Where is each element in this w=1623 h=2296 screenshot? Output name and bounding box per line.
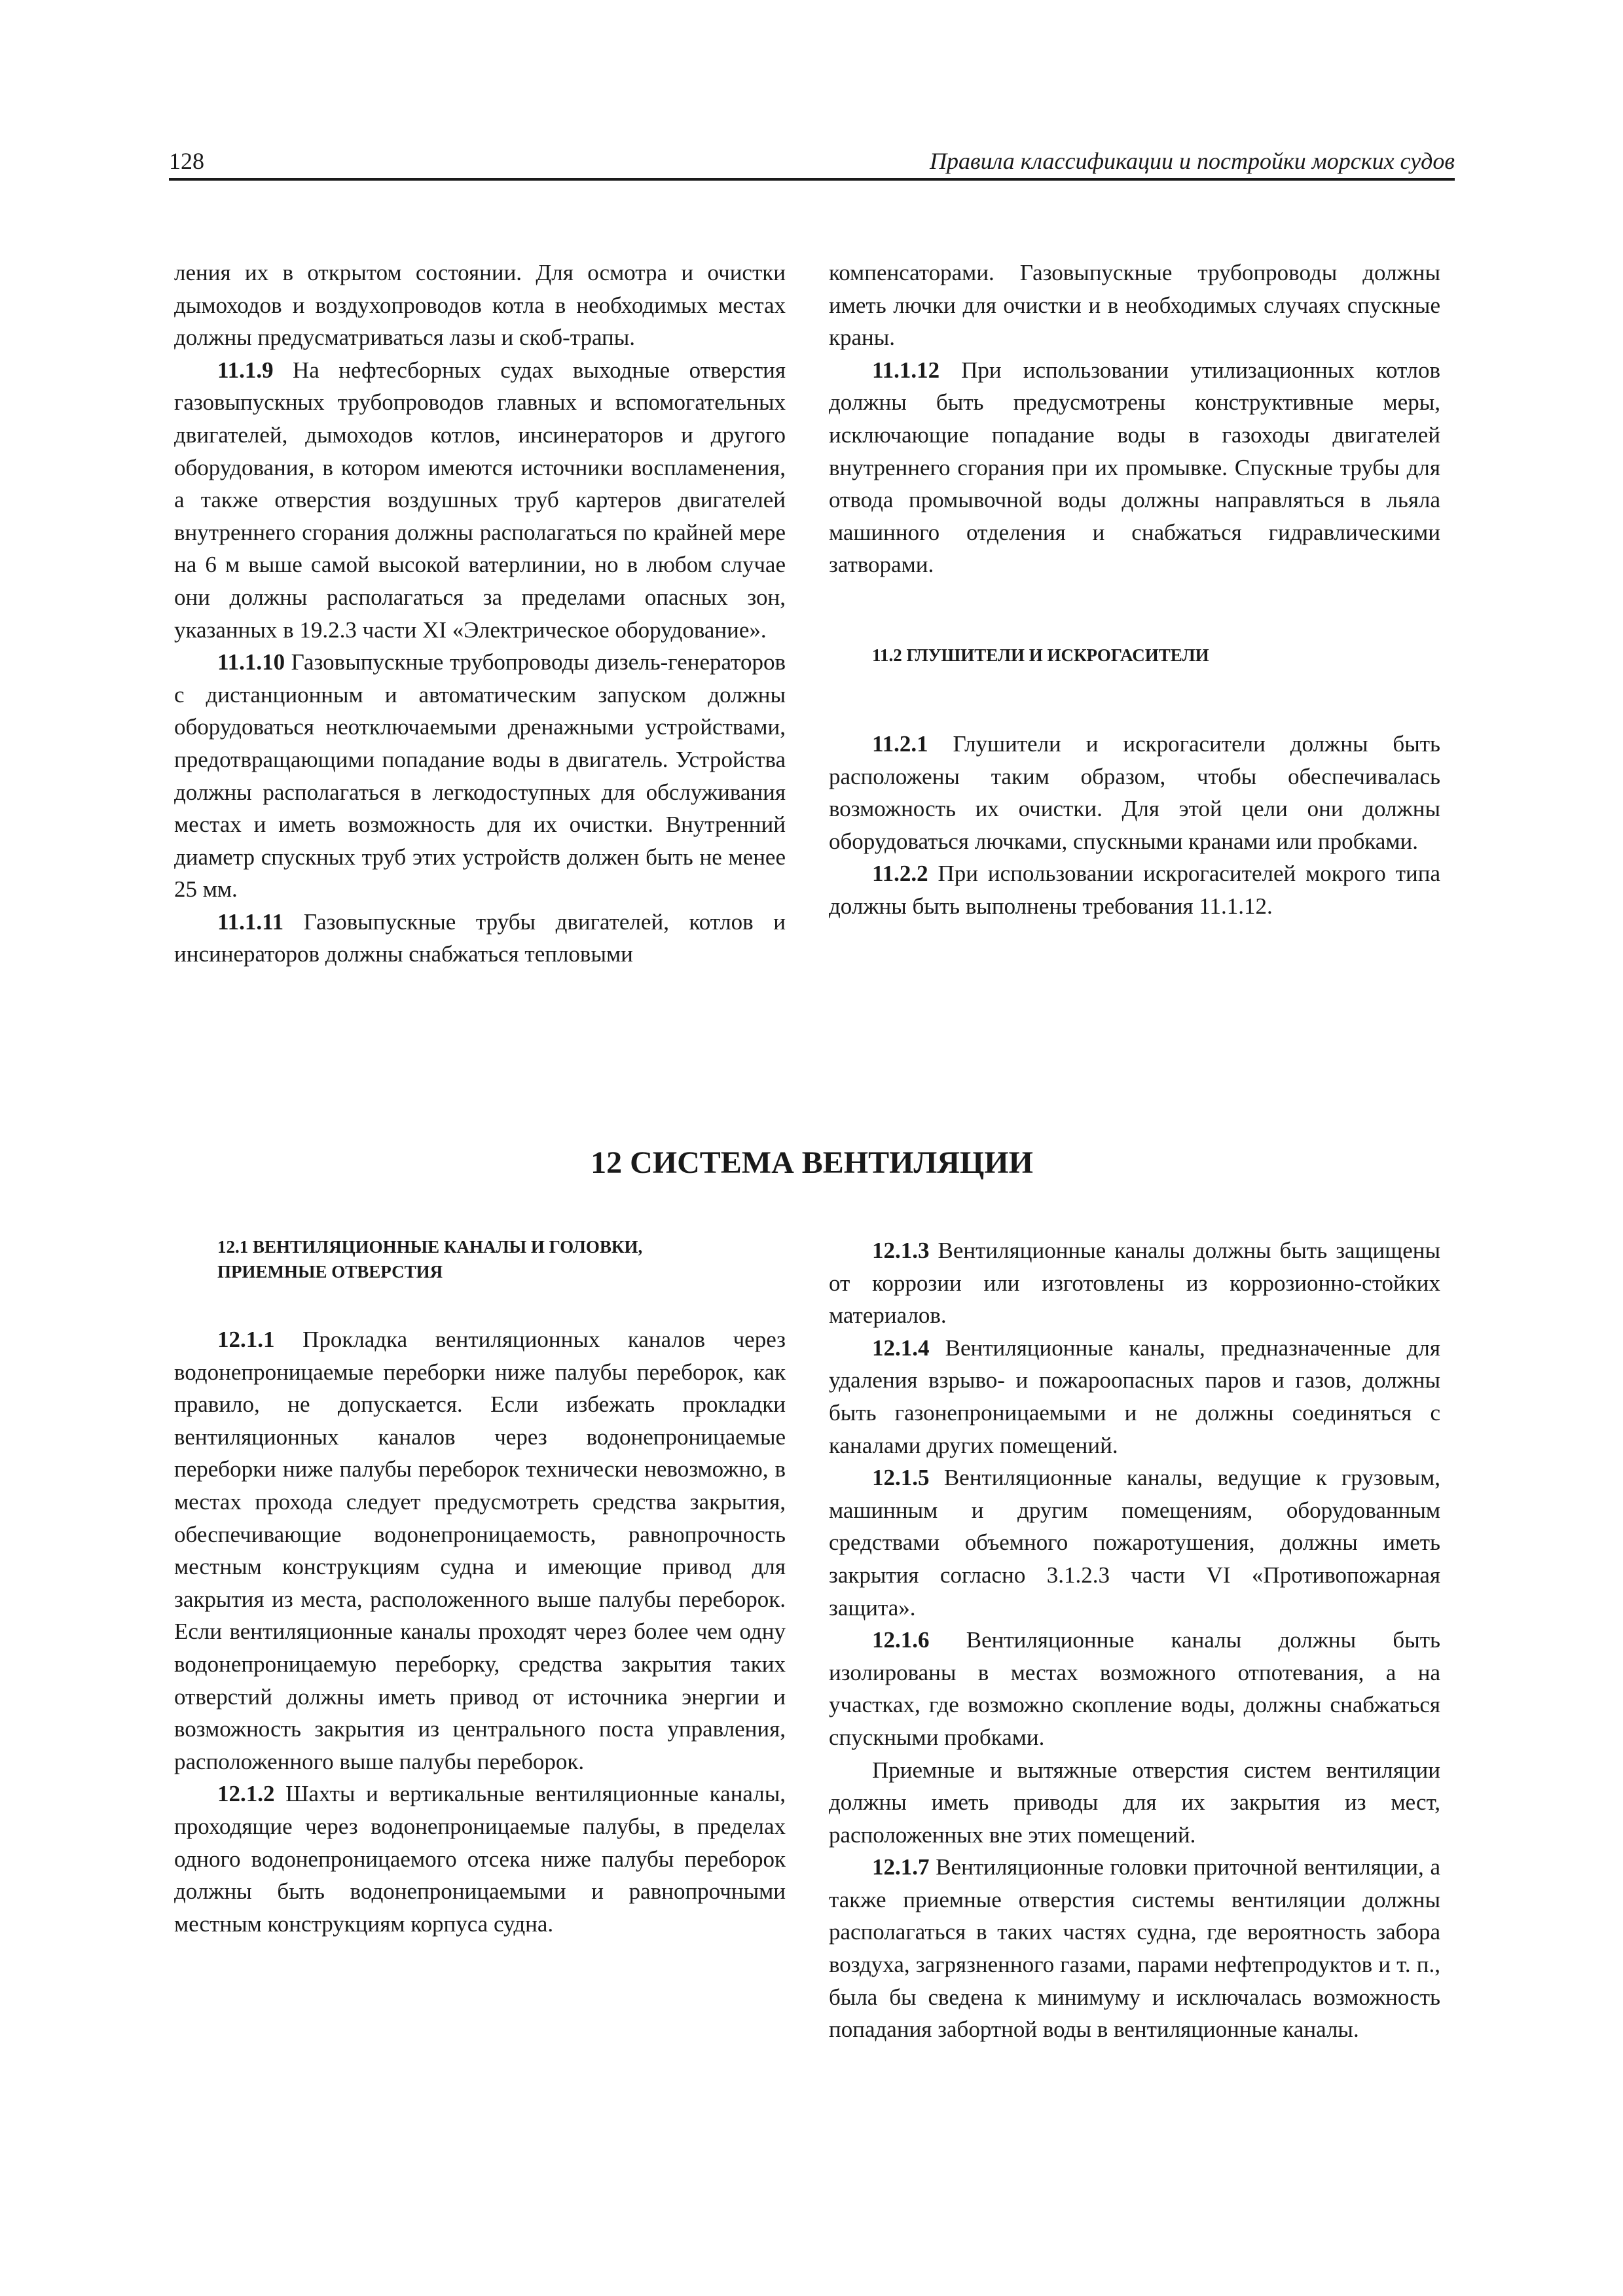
paragraph-11-1-9: 11.1.9 На нефтесборных судах выходные отверстия газовыпускных трубопроводов главных и вспомогательных двигателей, дымоходов котлов, инсинераторов и другого оборудования, в котором имеются источники воспламенения, а также отверстия воздушных труб картеров двигателей внутреннего сгорания должны располагаться по крайней мере на 6 м выше самой высокой ватерлинии, но в любом случае они должны располагаться за пределами опасных зон, указанных в 19.2.3 части XI «Электрическое оборудование». [174,357,786,643]
header-rule [169,178,1455,181]
top-left-column [174,257,786,971]
paragraph-12-1-7: 12.1.7 Вентиляционные головки приточной вентиляции, а также приемные отверстия системы вентиляции должны располагаться в таких частях судна, где вероятность забора воздуха, загрязненного газами, парами нефтепродуктов и т. п., была бы сведена к минимуму и исключалась возможность попадания забортной воды в вентиляционные каналы. [829,1854,1440,2043]
clause-number: 12.1.4 [872,1335,930,1361]
paragraph-11-1-12: 11.1.12 При использовании утилизационных котлов должны быть предусмотрены конструктивные меры, исключающие попадание воды в газоходы двигателей внутреннего сгорания при их промывке. Спускные трубы для отвода промывочной воды должны направляться в льяла машинного отделения и снабжаться гидравлическими затворами. [829,357,1440,578]
running-title: Правила классификации и постройки морских судов [930,148,1455,174]
page-number: 128 [169,148,204,174]
top-right-column [829,257,1440,923]
bottom-right-column [829,1234,1440,2046]
clause-number: 11.1.12 [872,357,940,383]
bottom-left-column [174,1234,786,1940]
section-heading-11-2: 11.2 ГЛУШИТЕЛИ И ИСКРОГАСИТЕЛИ [872,645,1209,665]
paragraph-11-1-10: 11.1.10 Газовыпускные трубопроводы дизель-генераторов с дистанционным и автоматическим запуском должны оборудоваться неотключаемыми дренажными устройствами, предотвращающими попадание воды в двигатель. Устройства должны располагаться в легкодоступных для обслуживания местах и иметь возможность для их очистки. Внутренний диаметр спускных труб этих устройств должен быть не менее 25 мм. [174,649,786,903]
paragraph-11-2-1: 11.2.1 Глушители и искрогасители должны быть расположены таким образом, чтобы обеспечивалась возможность их очистки. Для этой цели они должны оборудоваться лючками, спускными кранами или пробками. [829,730,1440,854]
clause-number: 12.1.1 [217,1327,275,1352]
clause-number: 12.1.5 [872,1465,930,1491]
clause-number: 12.1.3 [872,1238,930,1263]
section-heading-line: ПРИЕМНЫЕ ОТВЕРСТИЯ [217,1262,443,1282]
section-heading-line: 12.1 ВЕНТИЛЯЦИОННЫЕ КАНАЛЫ И ГОЛОВКИ, [217,1237,643,1257]
clause-number: 12.1.7 [872,1854,930,1880]
clause-number: 12.1.6 [872,1627,930,1653]
clause-number: 11.2.1 [872,730,928,757]
clause-number: 11.1.10 [217,649,285,675]
paragraph-12-1-2: 12.1.2 Шахты и вертикальные вентиляционные каналы, проходящие через водонепроницаемые палубы, в пределах одного водонепроницаемого отсека ниже палубы переборок должны быть водонепроницаемыми и равнопрочными местным конструкциям корпуса судна. [174,1781,786,1937]
section-heading-12-1 [174,1234,786,1284]
paragraph-12-1-1: 12.1.1 Прокладка вентиляционных каналов через водонепроницаемые переборки ниже палубы переборок, как правило, не допускается. Если избежать прокладки вентиляционных каналов через водонепроницаемые переборки ниже палубы переборок технически невозможно, в местах прохода следует предусмотреть средства закрытия, обеспечивающие водонепроницаемость, равнопрочность местным конструкциям судна и имеющие привод для закрытия из места, расположенного выше палубы переборок. Если вентиляционные каналы проходят через более чем одну водонепроницаемую переборку, средства закрытия таких отверстий должны иметь привод от источника энергии и возможность закрытия из центрального поста управления, расположенного выше палубы переборок. [174,1327,786,1774]
paragraph-12-1-4: 12.1.4 Вентиляционные каналы, предназначенные для удаления взрыво- и пожароопасных паров и газов, должны быть газонепроницаемыми и не должны соединяться с каналами других помещений. [829,1335,1440,1458]
paragraph-12-1-5: 12.1.5 Вентиляционные каналы, ведущие к грузовым, машинным и другим помещениям, оборудованным средствами объемного пожаротушения, должны иметь закрытия согласно 3.1.2.3 части VI «Противопожарная защита». [829,1465,1440,1621]
chapter-heading: 12 СИСТЕМА ВЕНТИЛЯЦИИ [591,1145,1033,1180]
paragraph: компенсаторами. Газовыпускные трубопроводы должны иметь лючки для очистки и в необходимых случаях спускные краны. [829,260,1440,351]
paragraph: ления их в открытом состоянии. Для осмотра и очистки дымоходов и воздухопроводов котла в необходимых местах должны предусматриваться лазы и скоб-трапы. [174,260,786,351]
clause-number: 12.1.2 [217,1781,275,1807]
clause-number: 11.2.2 [872,861,928,887]
paragraph-12-1-6: 12.1.6 Вентиляционные каналы должны быть изолированы в местах возможного отпотевания, а на участках, где возможно скопление воды, должны снабжаться спускными пробками. [829,1627,1440,1750]
paragraph: Приемные и вытяжные отверстия систем вентиляции должны иметь приводы для их закрытия из мест, расположенных вне этих помещений. [829,1757,1440,1848]
paragraph-12-1-3: 12.1.3 Вентиляционные каналы должны быть защищены от коррозии или изготовлены из коррозионно-стойких материалов. [829,1238,1440,1329]
paragraph-11-1-11: 11.1.11 Газовыпускные трубы двигателей, котлов и инсинераторов должны снабжаться тепловыми [174,908,786,967]
clause-number: 11.1.9 [217,357,274,383]
clause-number: 11.1.11 [217,908,284,935]
paragraph-11-2-2: 11.2.2 При использовании искрогасителей мокрого типа должны быть выполнены требования 11.1.12. [829,861,1440,919]
